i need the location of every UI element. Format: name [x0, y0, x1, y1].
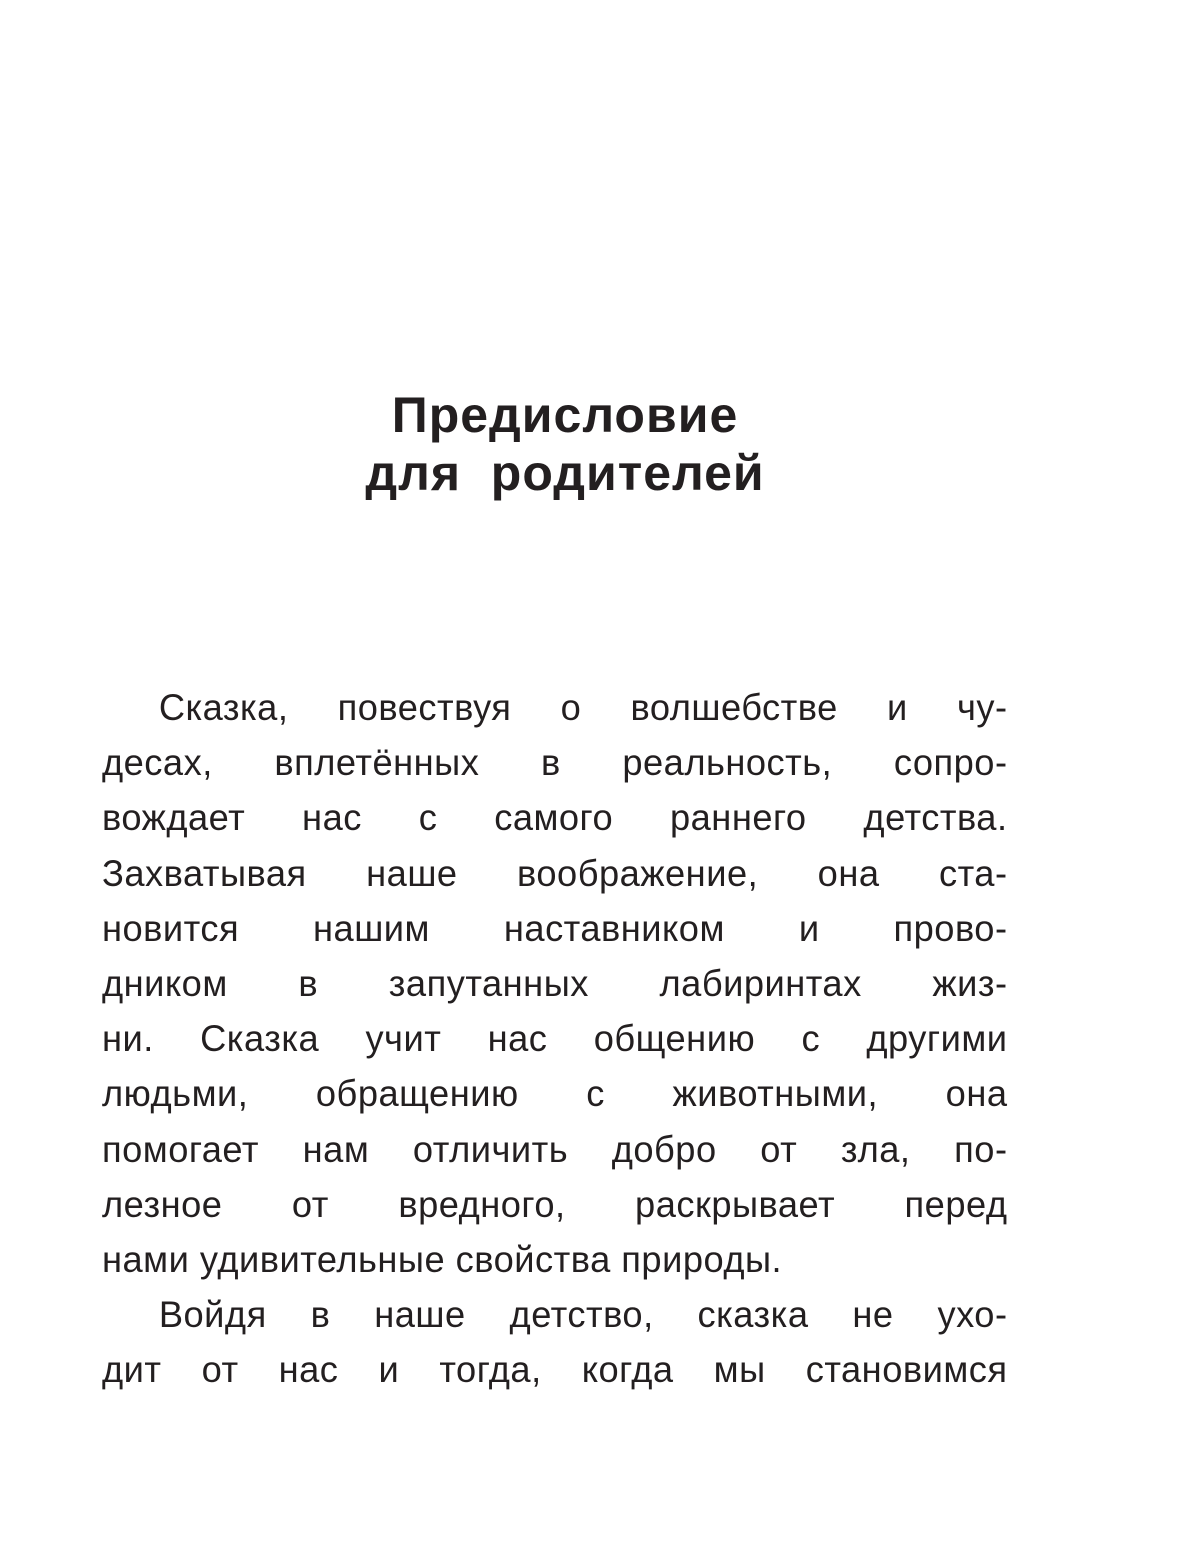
body-text [102, 680, 1026, 1397]
text-line: Захватывая наше воображение, она ста- [102, 852, 1008, 894]
title-line-2: для родителей [365, 445, 765, 501]
text-line: Сказка, повествуя о волшебстве и чу- [158, 687, 1008, 728]
text-line: дником в запутанных лабиринтах жиз- [102, 962, 1008, 1004]
text-line: ни. Сказка учит нас общению с другими [102, 1018, 1008, 1060]
text-line: Войдя в наше детство, сказка не ухо- [158, 1294, 1008, 1336]
text-line: нами удивительные свойства природы. [102, 1238, 783, 1280]
title-line-1: Предисловие [391, 387, 739, 443]
text-line: вождает нас с самого раннего детства. [102, 797, 1008, 839]
page-title [0, 386, 1130, 502]
text-line: помогает нам отличить добро от зла, по- [102, 1128, 1008, 1170]
text-line: людьми, обращению с животными, она [102, 1073, 1008, 1115]
text-line: лезное от вредного, раскрывает перед [102, 1183, 1008, 1225]
paragraph-1 [102, 680, 1026, 1287]
text-line: дит от нас и тогда, когда мы становимся [102, 1349, 1008, 1391]
text-line: десах, вплетённых в реальность, сопро- [102, 742, 1008, 784]
text-line: новится нашим наставником и прово- [102, 907, 1008, 949]
paragraph-2 [102, 1287, 1026, 1397]
